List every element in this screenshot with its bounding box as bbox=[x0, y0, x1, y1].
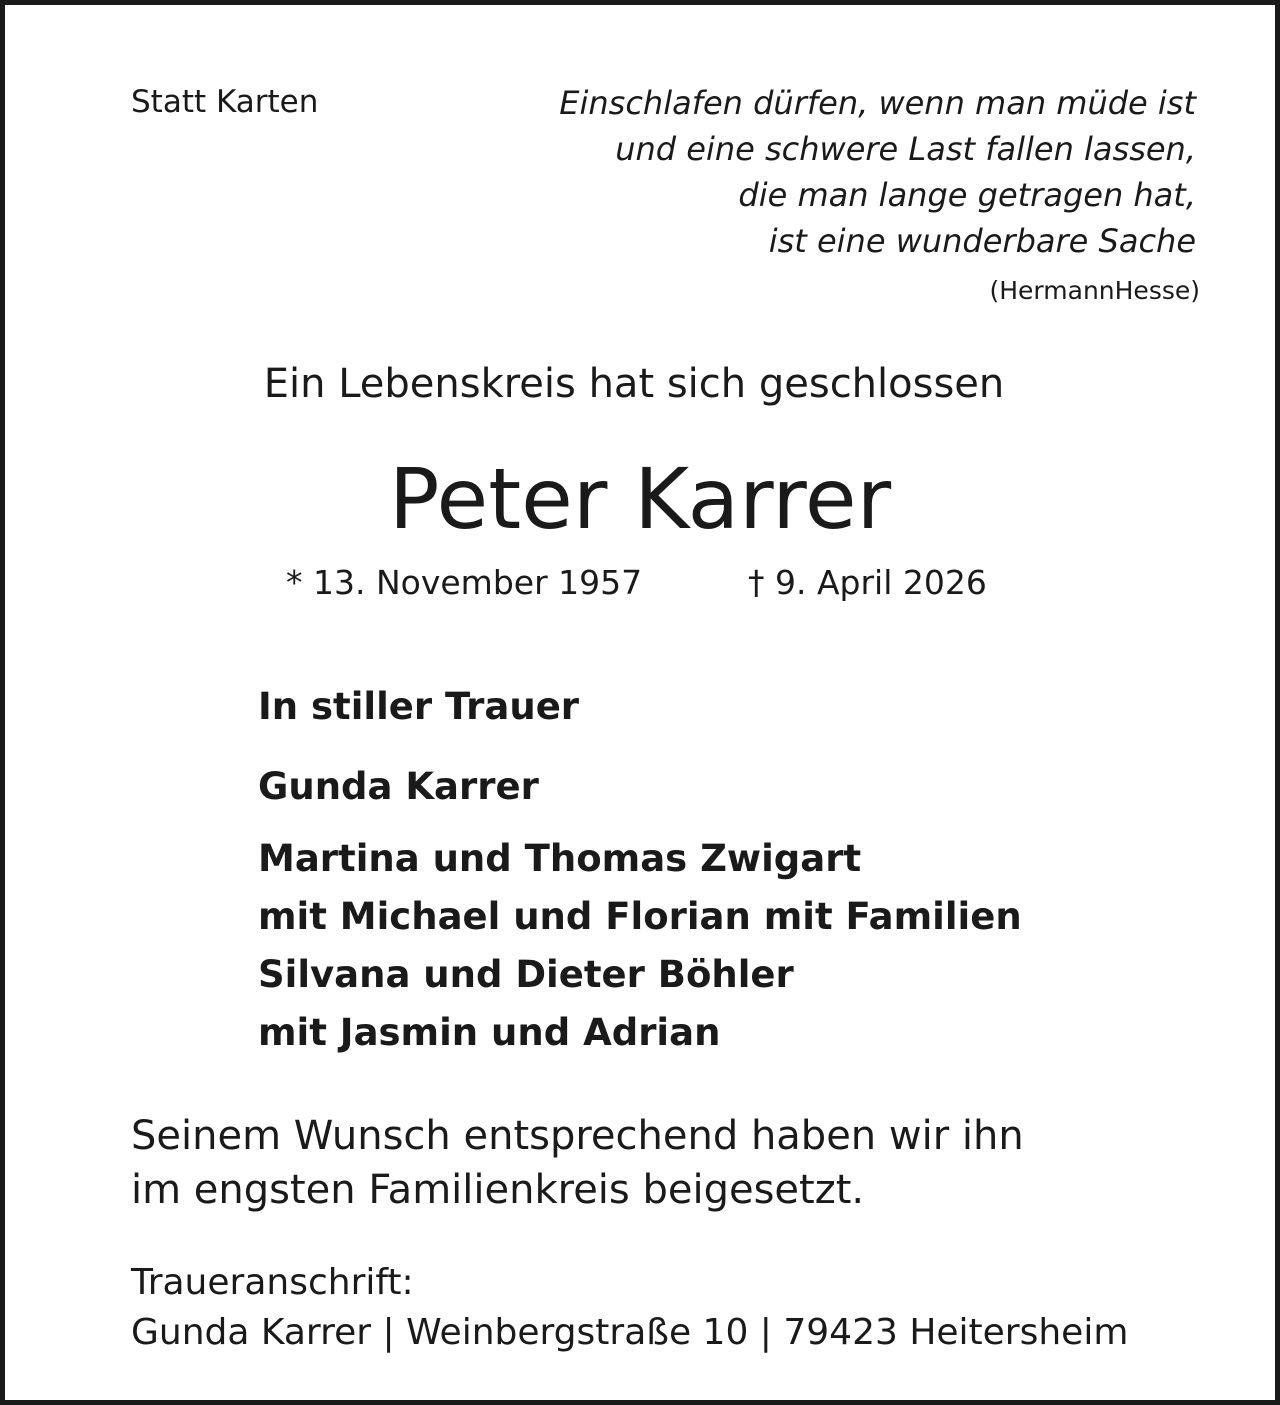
statt-karten-label: Statt Karten bbox=[131, 84, 319, 120]
notice-line: im engsten Familienkreis beigesetzt. bbox=[131, 1167, 865, 1213]
burial-notice bbox=[131, 1109, 1024, 1217]
mourner-line: Martina und Thomas Zwigart bbox=[258, 837, 862, 880]
quote-line: ist eine wunderbare Sache bbox=[768, 222, 1196, 260]
mourner-line: mit Michael und Florian mit Familien bbox=[258, 895, 1022, 938]
address-line: Gunda Karrer | Weinbergstraße 10 | 79423 Heitersheim bbox=[131, 1312, 1129, 1353]
address-label: Traueranschrift: bbox=[131, 1262, 414, 1303]
quote-source: (HermannHesse) bbox=[989, 276, 1200, 305]
notice-line: Seinem Wunsch entsprechend haben wir ihn bbox=[131, 1113, 1024, 1159]
quote-line: die man lange getragen hat, bbox=[738, 176, 1196, 214]
quote-line: Einschlafen dürfen, wenn man müde ist bbox=[559, 84, 1196, 122]
intro-line: Ein Lebenskreis hat sich geschlossen bbox=[263, 361, 1005, 407]
mourners-heading: In stiller Trauer bbox=[258, 685, 580, 728]
death-date: † 9. April 2026 bbox=[748, 563, 987, 602]
quote-line: und eine schwere Last fallen lassen, bbox=[615, 130, 1196, 168]
birth-date: * 13. November 1957 bbox=[286, 563, 643, 602]
mourner-line: mit Jasmin und Adrian bbox=[258, 1011, 721, 1054]
mourner-line: Gunda Karrer bbox=[258, 765, 539, 808]
deceased-name: Peter Karrer bbox=[388, 450, 892, 548]
poem-quote bbox=[559, 80, 1196, 264]
mourner-line: Silvana und Dieter Böhler bbox=[258, 953, 794, 996]
mourning-address bbox=[131, 1258, 1128, 1358]
mourners-block bbox=[258, 678, 1022, 1062]
